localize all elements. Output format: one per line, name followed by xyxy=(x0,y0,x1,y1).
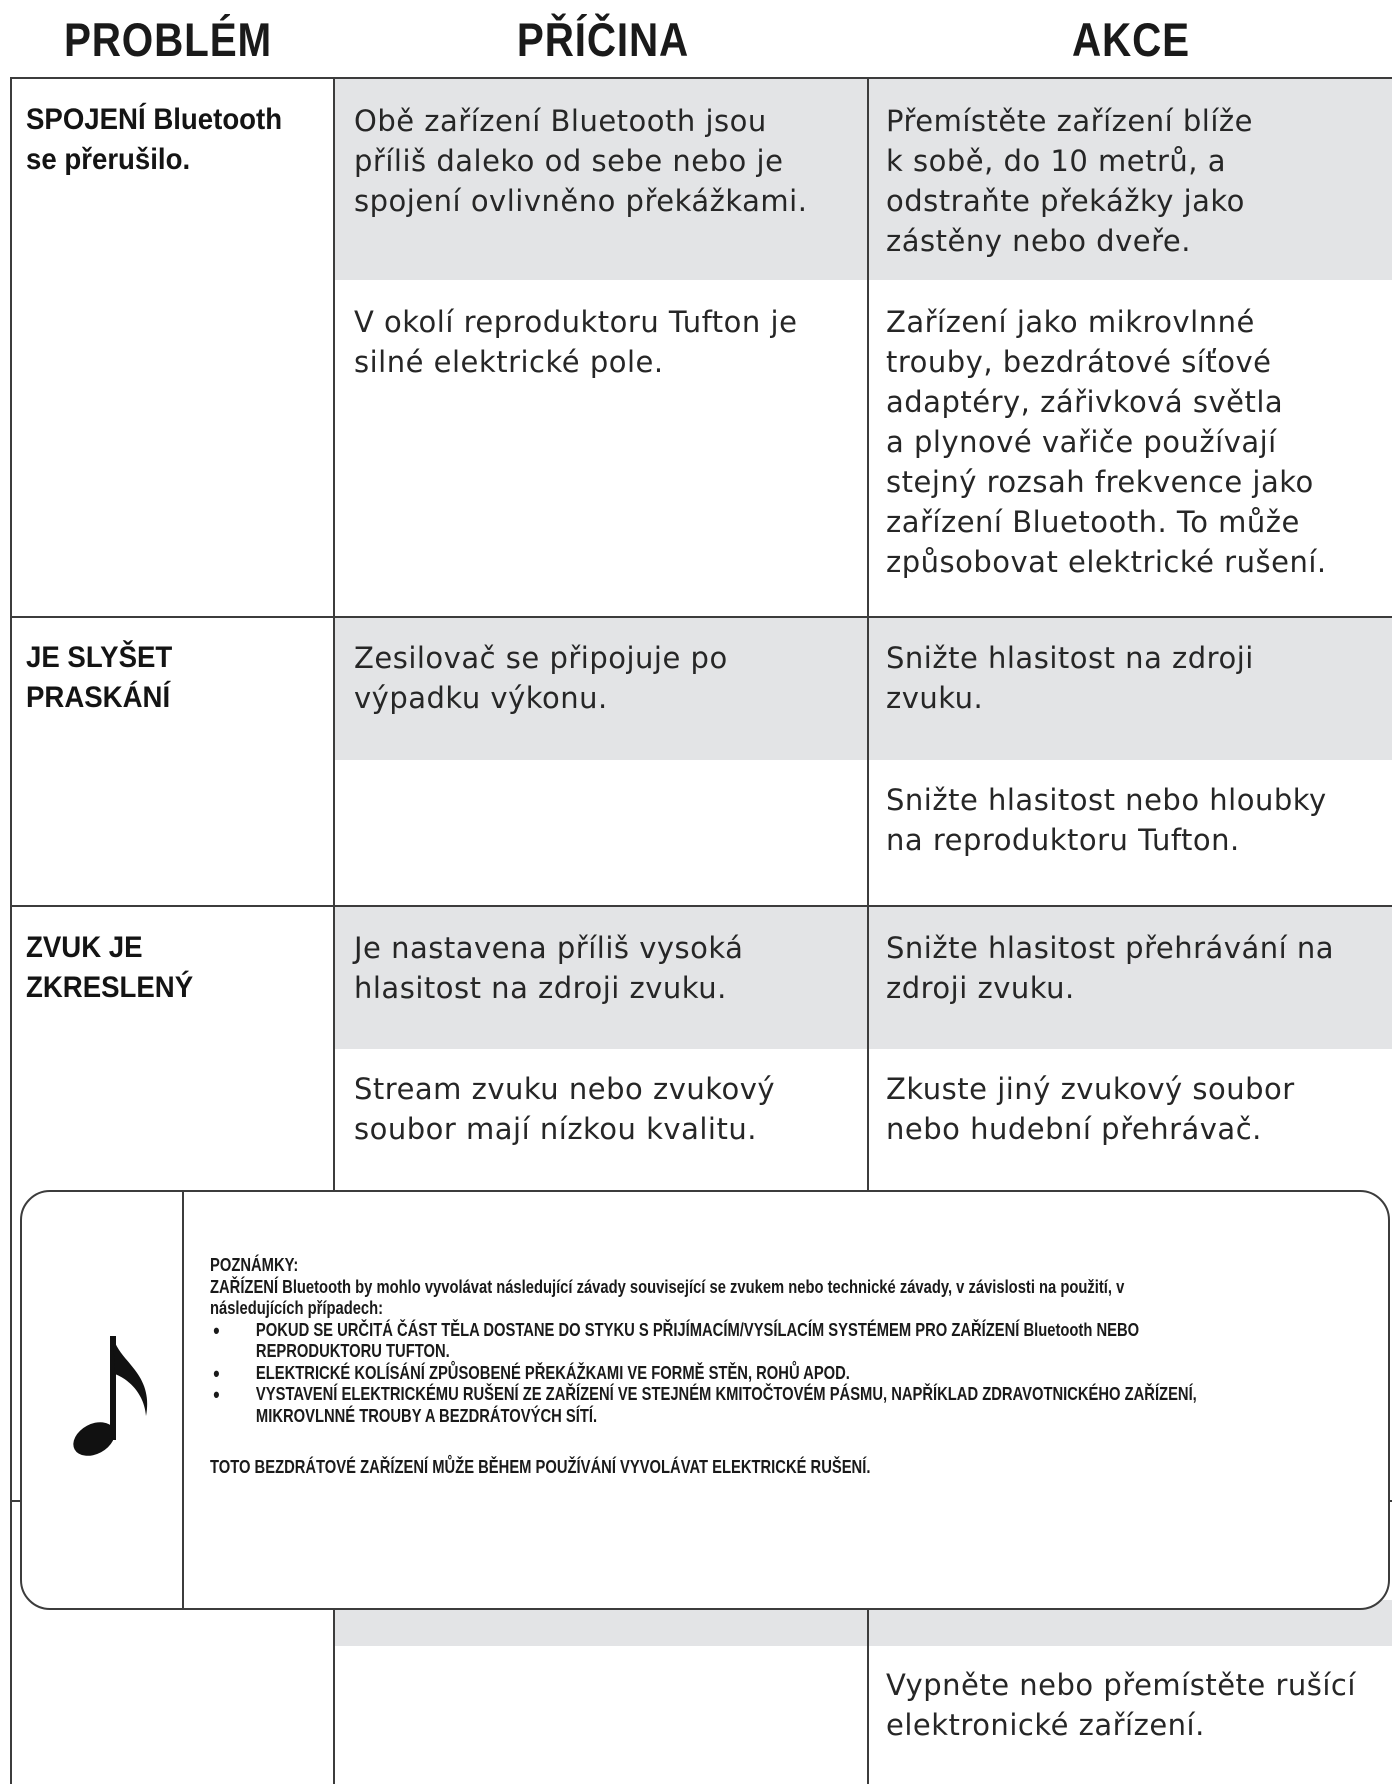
notes-bullet: • POKUD SE URČITÁ ČÁST TĚLA DOSTANE DO STYKU S PŘIJÍMACÍM/VYSÍLACÍM SYSTÉMEM PRO ZAŘÍZENÍ Bluetooth NEBO REPRODUKTORU TUFTON. xyxy=(210,1320,1219,1363)
problem-distorted: ZVUK JE ZKRESLENÝ xyxy=(26,931,194,1004)
cause-text: Stream zvuku nebo zvukový soubor mají nízkou kvalitu. xyxy=(354,1072,776,1146)
notes-bullet: • ELEKTRICKÉ KOLÍSÁNÍ ZPŮSOBENÉ PŘEKÁŽKAMI VE FORMĚ STĚN, ROHŮ APOD. xyxy=(210,1363,1219,1385)
cause-text: Je nastavena příliš vysoká hlasitost na zdroji zvuku. xyxy=(354,931,744,1005)
header-cause: PŘÍČINA xyxy=(516,13,690,66)
cause-text: V okolí reproduktoru Tufton je silné elektrické pole. xyxy=(354,305,798,379)
header-problem: PROBLÉM xyxy=(63,13,273,66)
cause-text: Zesilovač se připojuje po výpadku výkonu. xyxy=(354,641,728,715)
music-note-icon xyxy=(60,1322,170,1462)
cause-text: Obě zařízení Bluetooth jsou příliš daleko od sebe nebo je spojení ovlivněno překážkami. xyxy=(354,104,808,218)
action-text: Zařízení jako mikrovlnné trouby, bezdrátové síťové adaptéry, zářivková světla a plynové vařiče používají stejný rozsah frekvence jako zařízení Bluetooth. To může způsobovat elektrické rušení. xyxy=(886,305,1327,579)
problem-bluetooth-disconnected: SPOJENÍ Bluetooth se přerušilo. xyxy=(26,103,283,176)
notes-divider xyxy=(182,1192,184,1608)
action-text: Vypněte nebo přemístěte rušící elektronické zařízení. xyxy=(886,1668,1356,1742)
problem-crackling: JE SLYŠET PRASKÁNÍ xyxy=(26,641,173,714)
notes-intro: ZAŘÍZENÍ Bluetooth by mohlo vyvolávat následující závady související se zvukem nebo technické závady, v závislosti na použití, v následujících případech: xyxy=(210,1276,1125,1318)
notes-text xyxy=(210,1255,1219,1479)
notes-footer: TOTO BEZDRÁTOVÉ ZAŘÍZENÍ MŮŽE BĚHEM POUŽÍVÁNÍ VYVOLÁVAT ELEKTRICKÉ RUŠENÍ. xyxy=(210,1457,871,1477)
notes-bullet: • VYSTAVENÍ ELEKTRICKÉMU RUŠENÍ ZE ZAŘÍZENÍ VE STEJNÉM KMITOČTOVÉM PÁSMU, NAPŘÍKLAD ZDRAVOTNICKÉHO ZAŘÍZENÍ, MIKROVLNNÉ TROUBY A BEZDRÁTOVÝCH SÍTÍ. xyxy=(210,1384,1219,1427)
action-text: Snižte hlasitost přehrávání na zdroji zvuku. xyxy=(886,931,1335,1005)
action-text: Snižte hlasitost nebo hloubky na reproduktoru Tufton. xyxy=(886,783,1327,857)
row-divider-2 xyxy=(10,905,1392,907)
table-top-border xyxy=(10,77,1392,79)
table-left-border xyxy=(10,77,12,1784)
row-divider-1 xyxy=(10,616,1392,618)
notes-box xyxy=(20,1190,1390,1610)
action-text: Přemístěte zařízení blíže k sobě, do 10 metrů, a odstraňte překážky jako zástěny nebo dveře. xyxy=(886,104,1253,258)
action-text: Snižte hlasitost na zdroji zvuku. xyxy=(886,641,1254,715)
action-text: Zkuste jiný zvukový soubor nebo hudební přehrávač. xyxy=(886,1072,1295,1146)
notes-heading: POZNÁMKY: xyxy=(210,1255,299,1275)
header-action: AKCE xyxy=(1072,13,1190,66)
notes-list xyxy=(210,1320,1219,1428)
